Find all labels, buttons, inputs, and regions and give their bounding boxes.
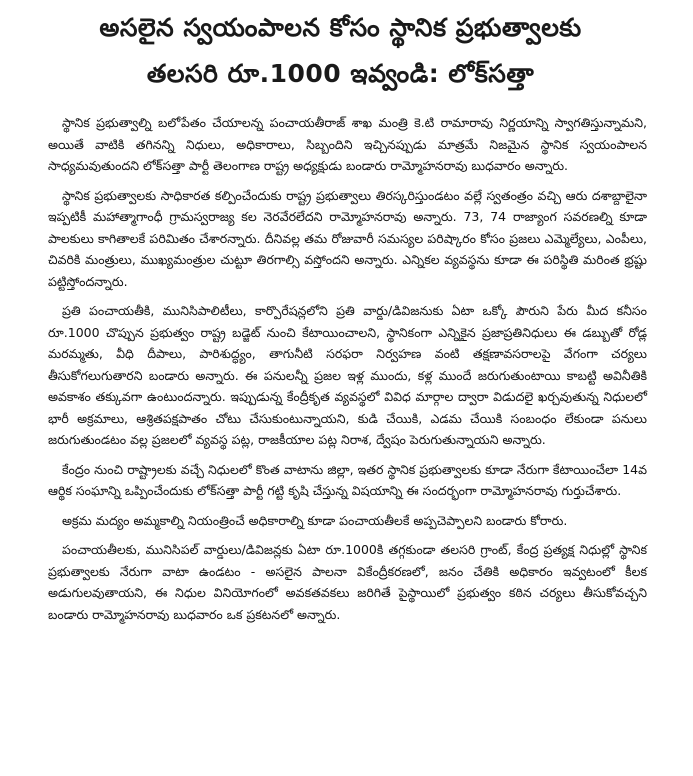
paragraph-5: అక్రమ మద్యం అమ్మకాల్ని నియంత్రించే అధికారాల్ని కూడా పంచాయతీలకే అప్పచెప్పాలని బండారు కోరారు.	[62, 512, 568, 528]
paragraph-1: స్థానిక ప్రభుత్వాల్ని బలోపేతం చేయాలన్న పంచాయతీరాజ్ శాఖ మంత్రి కె.టి రామారావు నిర్ణయాన్ని స్వాగతిస్తున్నామని, అయితే వాటికి తగినన్ని నిధులు, అధికారాలు, సిబ్బందిని ఇచ్చినప్పుడు మాత్రమే నిజమైన స్థానిక స్వయంపాలన సాధ్యమవుతుందని లోక్‌సత్తా పార్టీ తెలంగాణ రాష్ట్ర అధ్యక్షుడు బండారు రామ్మోహనరావు బుధవారం అన్నారు.	[48, 115, 647, 173]
paragraph-3: ప్రతి పంచాయతీకి, మునిసిపాలిటీలు, కార్పొరేషన్లలోని ప్రతి వార్డు/డివిజనుకు ఏటా ఒక్కో పౌరుని పేరు మీద కనీసం రూ.1000 చొప్పున ప్రభుత్వం రాష్ట్ర బడ్జెట్ నుంచి కేటాయించాలని, స్థానికంగా ఎన్నికైన ప్రజాప్రతినిధులు ఈ డబ్బుతో రోడ్ల మరమ్మతు, వీధి దీపాలు, పారిశుద్ధ్యం, తాగునీటి సరఫరా నిర్వహణ వంటి తక్షణావసరాలపై వేగంగా చర్యలు తీసుకోగలుగుతారని బండారు అన్నారు. ఈ పనులన్నీ ప్రజల ఇళ్ల ముందు, కళ్ల ముందే జరుగుతుంటాయి కాబట్టి అవినీతికి అవకాశం తక్కువగా ఉంటుందన్నారు. ఇప్పుడున్న కేంద్రీకృత వ్యవస్థలో వివిధ మార్గాల ద్వారా విడుదలై ఖర్చవుతున్న నిధులలో భారీ అక్రమాలు, ఆశ్రితపక్షపాతం చోటు చేసుకుంటున్నాయని, కుడి చేయికి, ఎడమ చేయికి సంబంధం లేకుండా పనులు జరుగుతుండటం వల్ల ప్రజలలో వ్యవస్థ పట్ల, రాజకీయాల పట్ల నిరాశ, ద్వేషం పెరుగుతున్నాయని అన్నారు.	[48, 303, 647, 447]
paragraph-2: స్థానిక ప్రభుత్వాలకు సాధికారత కల్పించేందుకు రాష్ట్ర ప్రభుత్వాలు తిరస్కరిస్తుండటం వల్లే స్వతంత్రం వచ్చి ఆరు దశాబ్దాలైనా ఇప్పటికీ మహాత్మాగాంధీ గ్రామస్వరాజ్య కల నెరవేరలేదని రామ్మోహనరావు అన్నారు. 73, 74 రాజ్యాంగ సవరణల్ని కూడా పాలకులు కాగితాలకే పరిమితం చేశారన్నారు. దీనివల్ల తమ రోజువారీ సమస్యల పరిష్కారం కోసం ప్రజలు ఎమ్మెల్యేలు, ఎంపీలు, చివరికి మంత్రులు, ముఖ్యమంత్రుల చుట్టూ తిరగాల్సి వస్తోందని అన్నారు. ఎన్నికల వ్యవస్థను కూడా ఈ పరిస్థితి మరింత భ్రష్టు పట్టిస్తోందన్నారు.	[48, 187, 647, 289]
paragraph-4: కేంద్రం నుంచి రాష్ట్రాలకు వచ్చే నిధులలో కొంత వాటాను జిల్లా, ఇతర స్థానిక ప్రభుత్వాలకు కూడా నేరుగా కేటాయించేలా 14వ ఆర్థిక సంఘాన్ని ఒప్పించేందుకు లోక్‌సత్తా పార్టీ గట్టి కృషి చేస్తున్న విషయాన్ని ఈ సందర్భంగా రామ్మోహనరావు గుర్తుచేశారు.	[48, 461, 647, 498]
paragraph-6: పంచాయతీలకు, మునిసిపల్ వార్డులు/డివిజన్లకు ఏటా రూ.1000కి తగ్గకుండా తలసరి గ్రాంట్, కేంద్ర ప్రత్యక్ష నిధుల్లో స్థానిక ప్రభుత్వాలకు నేరుగా వాటా ఉండటం - అసలైన పాలనా వికేంద్రీకరణలో, జనం చేతికి అధికారం ఇవ్వటంలో కీలక అడుగులవుతాయని, ఈ నిధుల వినియోగంలో అవకతవకలు జరిగితే పైస్థాయిలో ప్రభుత్వం కఠిన చర్యలు తీసుకోవచ్చని బండారు రామ్మోహనరావు బుధవారం ఒక ప్రకటనలో అన్నారు.	[48, 542, 647, 622]
headline-line-1: అసలైన స్వయంపాలన కోసం స్థానిక ప్రభుత్వాలకు	[99, 13, 582, 42]
headline	[34, 12, 647, 90]
article-body	[34, 112, 647, 625]
headline-line-2: తలసరి రూ.1000 ఇవ్వండి: లోక్‌సత్తా	[146, 59, 535, 88]
